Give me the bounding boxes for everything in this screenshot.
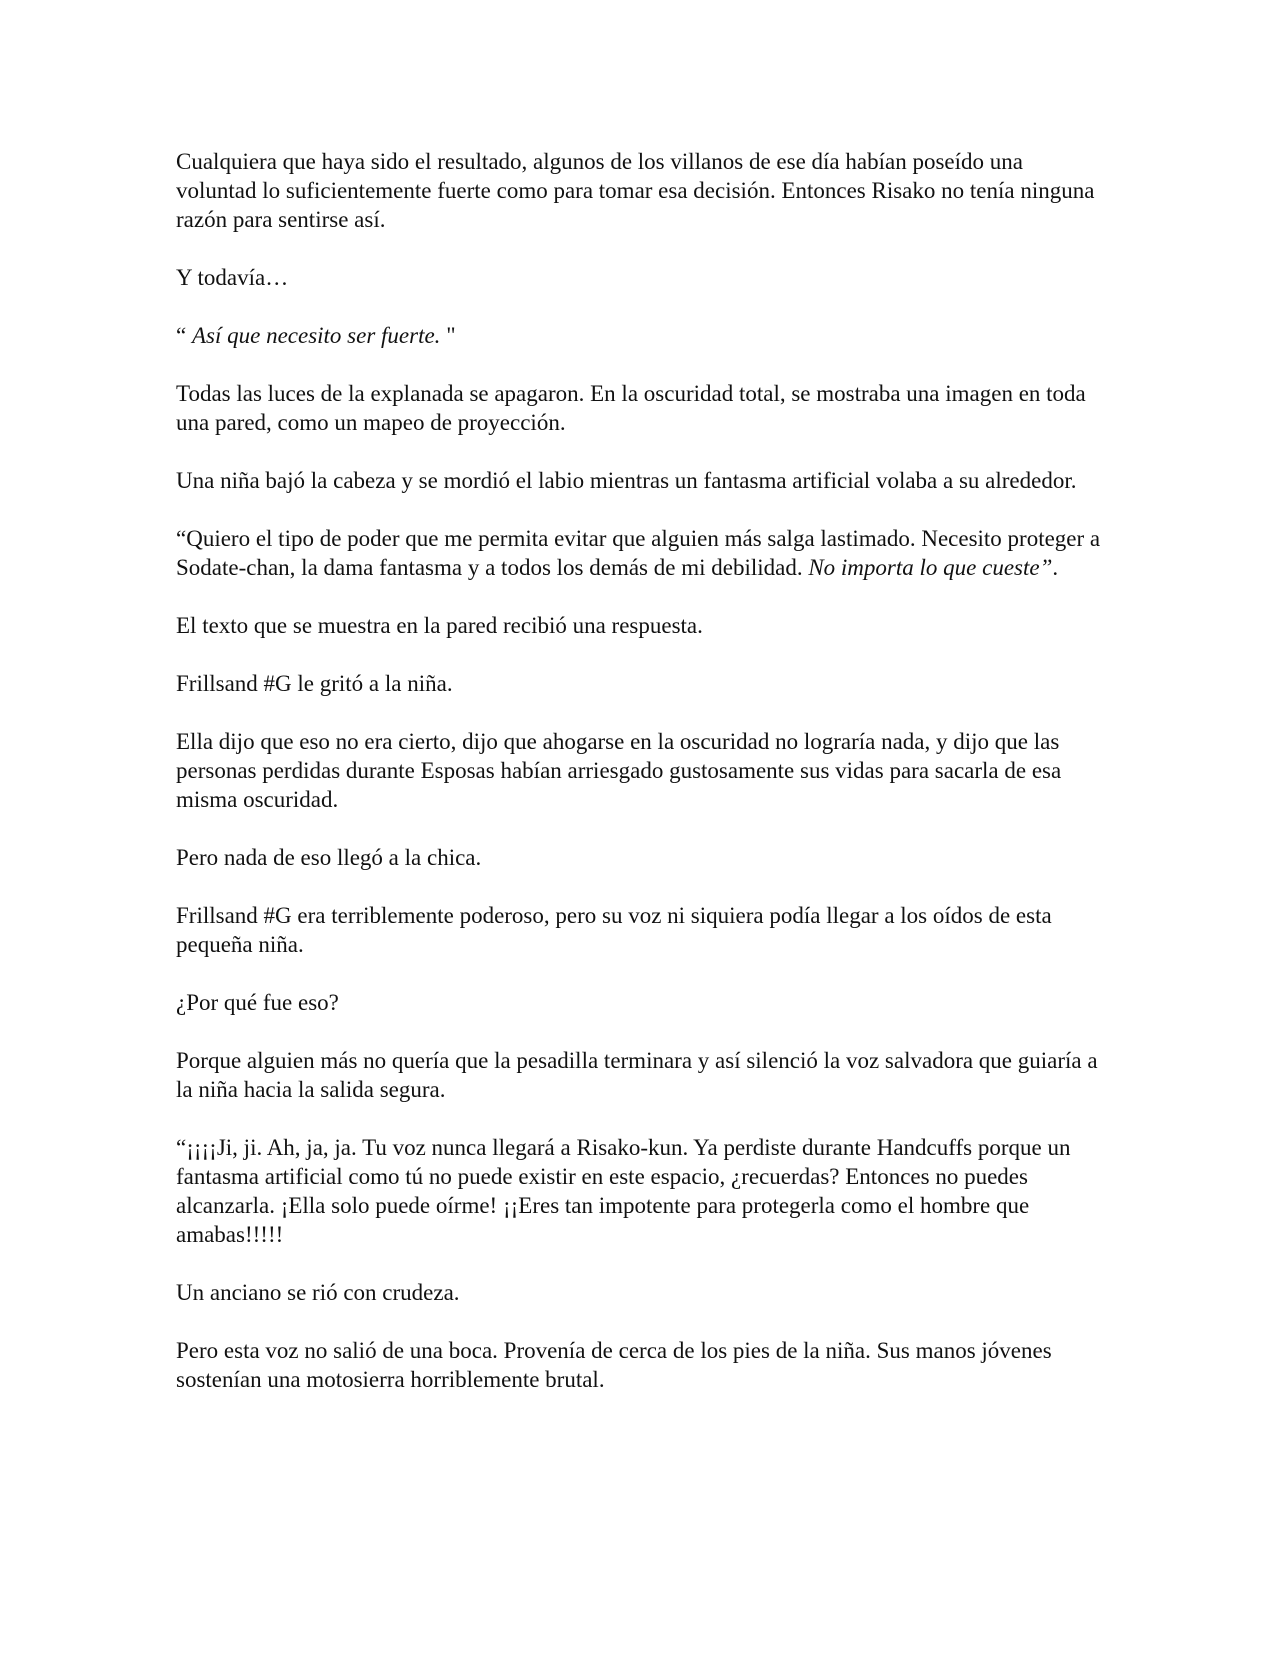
- paragraph-text: Ella dijo que eso no era cierto, dijo que ahogarse en la oscuridad no lograría nada, y dijo que las personas perdidas durante Esposas habían arriesgado gustosamente sus vidas para sacarla de esa misma oscuridad.: [176, 729, 1062, 812]
- paragraph-7: [176, 611, 1108, 640]
- paragraph-text: Un anciano se rió con crudeza.: [176, 1280, 460, 1305]
- paragraph-text: “¡¡¡¡Ji, ji. Ah, ja, ja. Tu voz nunca llegará a Risako-kun. Ya perdiste durante Handcuffs porque un fantasma artificial como tú no puede existir en este espacio, ¿recuerdas? Entonces no puedes alcanzarla. ¡Ella solo puede oírme! ¡¡Eres tan impotente para protegerla como el hombre que amabas!!!!!: [176, 1135, 1071, 1247]
- quote-open-mark: “: [176, 323, 192, 348]
- quote-close-mark: ": [440, 323, 456, 348]
- italic-quote: Así que necesito ser fuerte.: [191, 323, 441, 348]
- italic-phrase: No importa lo que cueste”: [808, 555, 1053, 580]
- paragraph-text: Una niña bajó la cabeza y se mordió el labio mientras un fantasma artificial volaba a su alrededor.: [176, 468, 1077, 493]
- paragraph-text: ¿Por qué fue eso?: [176, 990, 339, 1015]
- paragraph-8: [176, 669, 1108, 698]
- paragraph-5: [176, 466, 1108, 495]
- paragraph-text: Pero esta voz no salió de una boca. Provenía de cerca de los pies de la niña. Sus manos jóvenes sostenían una motosierra horriblemente brutal.: [176, 1338, 1052, 1392]
- paragraph-text: Frillsand #G era terriblemente poderoso, pero su voz ni siquiera podía llegar a los oídos de esta pequeña niña.: [176, 903, 1052, 957]
- paragraph-13: [176, 1046, 1108, 1104]
- paragraph-end-mark: .: [1052, 555, 1059, 580]
- paragraph-6-quote: [176, 524, 1108, 582]
- paragraph-4: [176, 379, 1108, 437]
- paragraph-12: [176, 988, 1108, 1017]
- paragraph-9: [176, 727, 1108, 814]
- paragraph-3-quote: [176, 321, 1108, 350]
- paragraph-15: [176, 1278, 1108, 1307]
- paragraph-text: “Quiero el tipo de poder que me permita evitar que alguien más salga lastimado. Necesito proteger a Sodate-chan, la dama fantasma y a todos los demás de mi debilidad.: [176, 526, 1101, 580]
- paragraph-16: [176, 1336, 1108, 1394]
- paragraph-text: Todas las luces de la explanada se apagaron. En la oscuridad total, se mostraba una imagen en toda una pared, como un mapeo de proyección.: [176, 381, 1086, 435]
- paragraph-14-quote: [176, 1133, 1108, 1249]
- paragraph-text: El texto que se muestra en la pared recibió una respuesta.: [176, 613, 703, 638]
- paragraph-11: [176, 901, 1108, 959]
- paragraph-10: [176, 843, 1108, 872]
- document-body: [176, 147, 1108, 1394]
- paragraph-text: Y todavía…: [176, 265, 289, 290]
- paragraph-text: Frillsand #G le gritó a la niña.: [176, 671, 453, 696]
- paragraph-1: [176, 147, 1108, 234]
- paragraph-text: Pero nada de eso llegó a la chica.: [176, 845, 482, 870]
- paragraph-2: [176, 263, 1108, 292]
- paragraph-text: Cualquiera que haya sido el resultado, algunos de los villanos de ese día habían poseído una voluntad lo suficientemente fuerte como para tomar esa decisión. Entonces Risako no tenía ninguna razón para sentirse así.: [176, 149, 1095, 232]
- paragraph-text: Porque alguien más no quería que la pesadilla terminara y así silenció la voz salvadora que guiaría a la niña hacia la salida segura.: [176, 1048, 1098, 1102]
